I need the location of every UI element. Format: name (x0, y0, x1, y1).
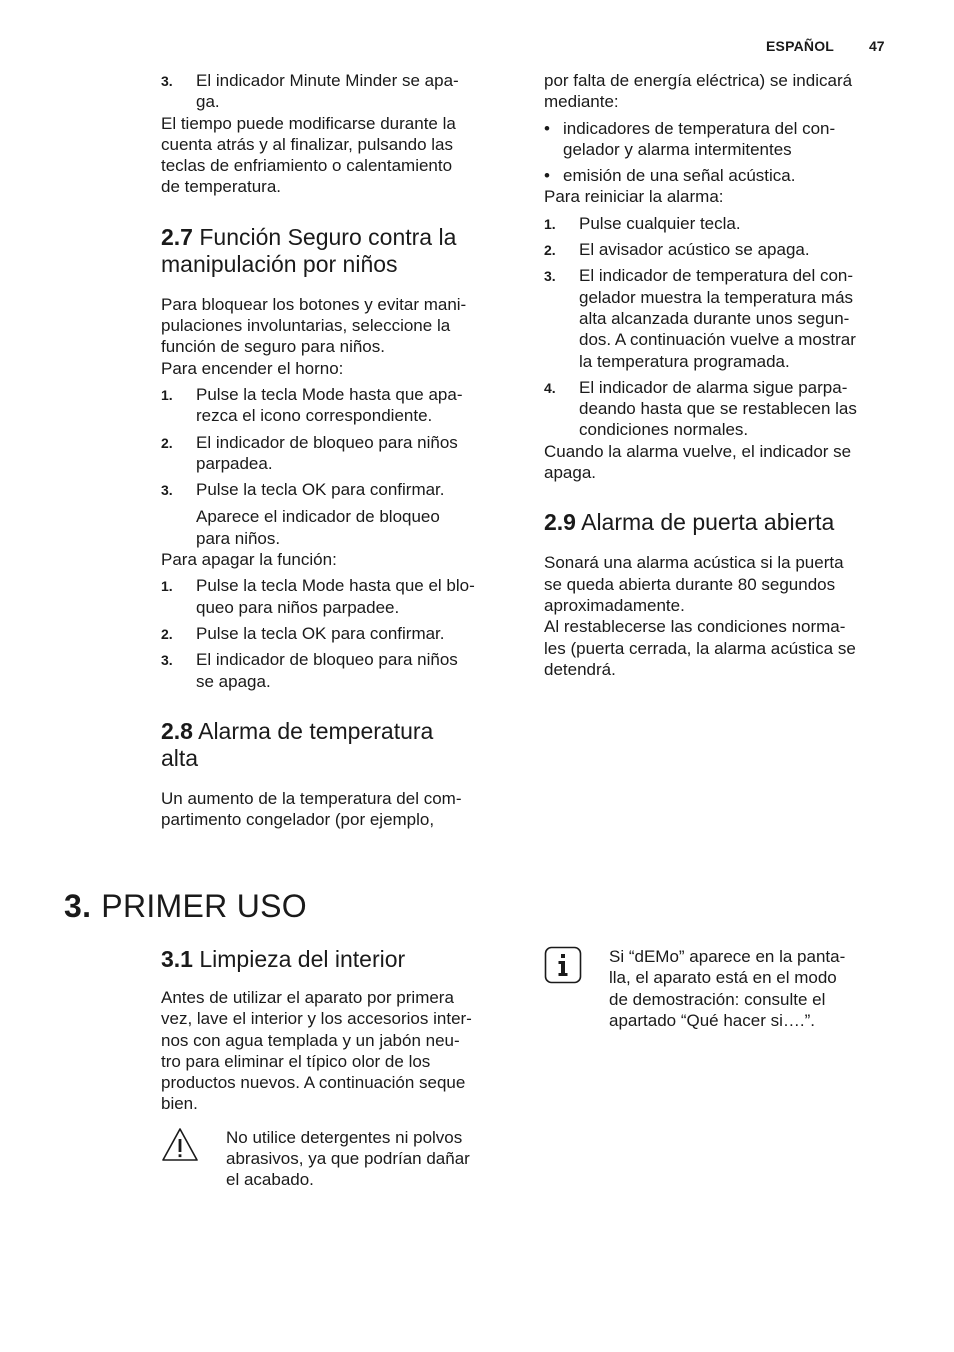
left-column (161, 70, 521, 830)
step-number: 1. (161, 386, 173, 403)
paragraph: Para reiniciar la alarma: (544, 187, 724, 207)
step-number: 1. (544, 215, 556, 232)
step-text: El indicador de temperatura del con- gelador muestra la temperatura más alta alcanzada durante unos segun- dos. A continuación vuelve a mostrar la temperatura programada. (579, 266, 856, 371)
section-number: 3.1 (161, 946, 193, 972)
step-text: El indicador de alarma sigue parpa- deando hasta que se restablecen las condiciones normales. (579, 377, 857, 440)
paragraph: Un aumento de la temperatura del com- partimento congelador (por ejemplo, (161, 788, 462, 830)
bullet-text: emisión de una señal acústica. (563, 166, 796, 186)
warning-icon (161, 1127, 199, 1163)
list-item (161, 623, 521, 644)
step-text: El avisador acústico se apaga. (579, 240, 810, 260)
section-number: 2.9 (544, 509, 576, 536)
step-text: Pulse la tecla OK para confirmar. (196, 480, 445, 500)
step-number: 2. (161, 434, 173, 451)
section-title: Alarma de temperatura alta (161, 717, 434, 771)
right-column (544, 70, 904, 680)
step-number: 2. (544, 242, 556, 259)
info-note (544, 946, 904, 1031)
list-item (161, 384, 521, 427)
section-number: 2.7 (161, 223, 193, 250)
paragraph: El tiempo puede modificarse durante la cuenta atrás y al finalizar, pulsando las teclas de enfriamiento o calentamiento de temperatura. (161, 113, 456, 197)
step-text: El indicador de bloqueo para niños parpadea. (196, 432, 458, 473)
bullet-icon: • (544, 118, 550, 138)
step-text: Pulse la tecla OK para confirmar. (196, 623, 445, 643)
paragraph: Para apagar la función: (161, 550, 337, 570)
paragraph: Al restablecerse las condiciones norma- les (puerta cerrada, la alarma acústica se detendrá. (544, 617, 856, 679)
section-title: Limpieza del interior (199, 946, 406, 972)
list-item (161, 432, 521, 475)
info-text: Si “dEMo” aparece en la panta- lla, el aparato está en el modo de demostración: consulte el apartado “Qué hacer si….”. (609, 947, 846, 1030)
step-number: 3. (161, 482, 173, 499)
list-item (544, 239, 904, 260)
list-item (161, 479, 521, 500)
list-item (161, 575, 521, 618)
chapter-title: PRIMER USO (101, 888, 307, 924)
chapter-number: 3. (64, 888, 92, 924)
section-heading-2-7 (161, 224, 521, 278)
step-number: 4. (544, 379, 556, 396)
warning-note (161, 1127, 521, 1191)
list-item (544, 377, 904, 441)
step-text: Pulse la tecla Mode hasta que apa- rezca el icono correspondiente. (196, 384, 463, 426)
step-number: 3. (544, 268, 556, 285)
section-heading-3-1 (161, 946, 521, 973)
step-text: El indicador Minute Minder se apa- ga. (196, 71, 459, 112)
step-result: Aparece el indicador de bloqueo para niños. (196, 507, 440, 548)
step-number: 2. (161, 625, 173, 642)
paragraph: Cuando la alarma vuelve, el indicador se apaga. (544, 441, 852, 483)
step-number: 1. (161, 578, 173, 595)
section-title: Función Seguro contra la manipulación por niños (161, 223, 457, 277)
chapter3-left (161, 946, 521, 1191)
section-number: 2.8 (161, 717, 193, 744)
step-text: El indicador de bloqueo para niños se apaga. (196, 650, 458, 691)
step-number: 3. (161, 73, 173, 89)
paragraph: Para bloquear los botones y evitar mani- pulaciones involuntarias, seleccione la función de seguro para niños. (161, 294, 467, 357)
paragraph: Para encender el horno: (161, 358, 344, 378)
bullet-icon: • (544, 166, 550, 186)
chapter3-right (544, 946, 904, 1031)
chapter-heading (64, 886, 307, 926)
paragraph: Antes de utilizar el aparato por primera vez, lave el interior y los accesorios inter- nos con agua templada y un jabón neu- tro para eliminar el típico olor de los productos nuevos. A continuación seque bien. (161, 988, 472, 1114)
info-icon (544, 946, 582, 984)
step-text: Pulse cualquier tecla. (579, 213, 741, 233)
paragraph: por falta de energía eléctrica) se indicará mediante: (544, 71, 853, 112)
page-number: 47 (869, 38, 885, 54)
warning-text: No utilice detergentes ni polvos abrasivos, ya que podrían dañar el acabado. (226, 1127, 470, 1190)
step-number: 3. (161, 652, 173, 669)
bullet-text: indicadores de temperatura del con- gelador y alarma intermitentes (563, 118, 836, 159)
header-language: ESPAÑOL (766, 38, 835, 54)
list-item (544, 213, 904, 234)
list-item (544, 265, 904, 371)
section-heading-2-8 (161, 718, 521, 772)
list-item (544, 165, 904, 186)
step-text: Pulse la tecla Mode hasta que el blo- queo para niños parpadee. (196, 576, 475, 617)
paragraph: Sonará una alarma acústica si la puerta se queda abierta durante 80 segundos aproximadamente. (544, 553, 844, 615)
list-item (161, 70, 521, 113)
section-title: Alarma de puerta abierta (581, 509, 835, 536)
section-heading-2-9 (544, 509, 904, 536)
list-item (161, 649, 521, 692)
list-item (544, 118, 904, 161)
